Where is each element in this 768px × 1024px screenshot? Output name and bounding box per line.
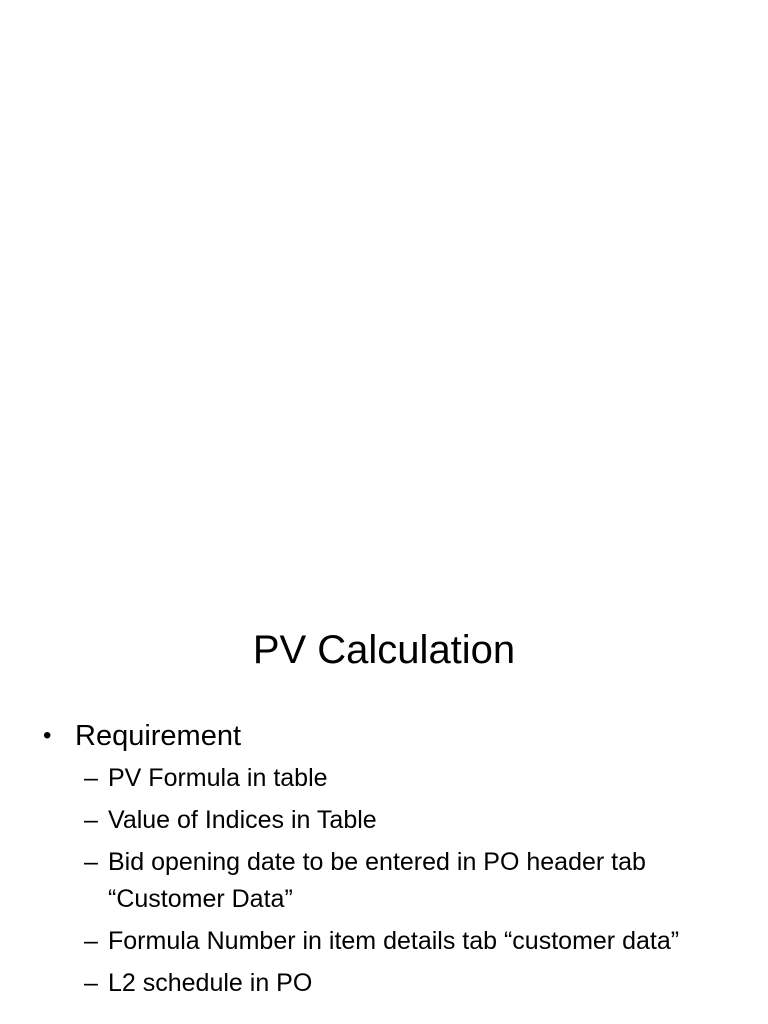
sub-bullet-list (40, 760, 740, 1002)
sub-bullet-formula-number (84, 923, 740, 960)
dash-icon: – (84, 848, 98, 876)
sub-bullet-text: L2 schedule in PO (108, 969, 313, 997)
slide-title: PV Calculation (252, 628, 516, 672)
sub-bullet-l2-schedule (84, 965, 740, 1002)
bullet-dot-icon: • (43, 722, 52, 749)
dash-icon: – (84, 764, 98, 792)
sub-bullet-text: Bid opening date to be entered in PO header tab “Customer Data” (108, 848, 646, 913)
sub-bullet-text: Formula Number in item details tab “customer data” (108, 927, 680, 955)
sub-bullet-bid-opening-date (84, 844, 740, 918)
dash-icon: – (84, 806, 98, 834)
sub-bullet-text: Value of Indices in Table (108, 806, 377, 834)
dash-icon: – (84, 969, 98, 997)
sub-bullet-indices (84, 802, 740, 839)
sub-bullet-text: PV Formula in table (108, 764, 328, 792)
sub-bullet-pv-formula (84, 760, 740, 797)
bullet-requirement (40, 716, 740, 756)
dash-icon: – (84, 927, 98, 955)
slide-content (40, 716, 740, 1007)
bullet-text: Requirement (75, 720, 242, 752)
